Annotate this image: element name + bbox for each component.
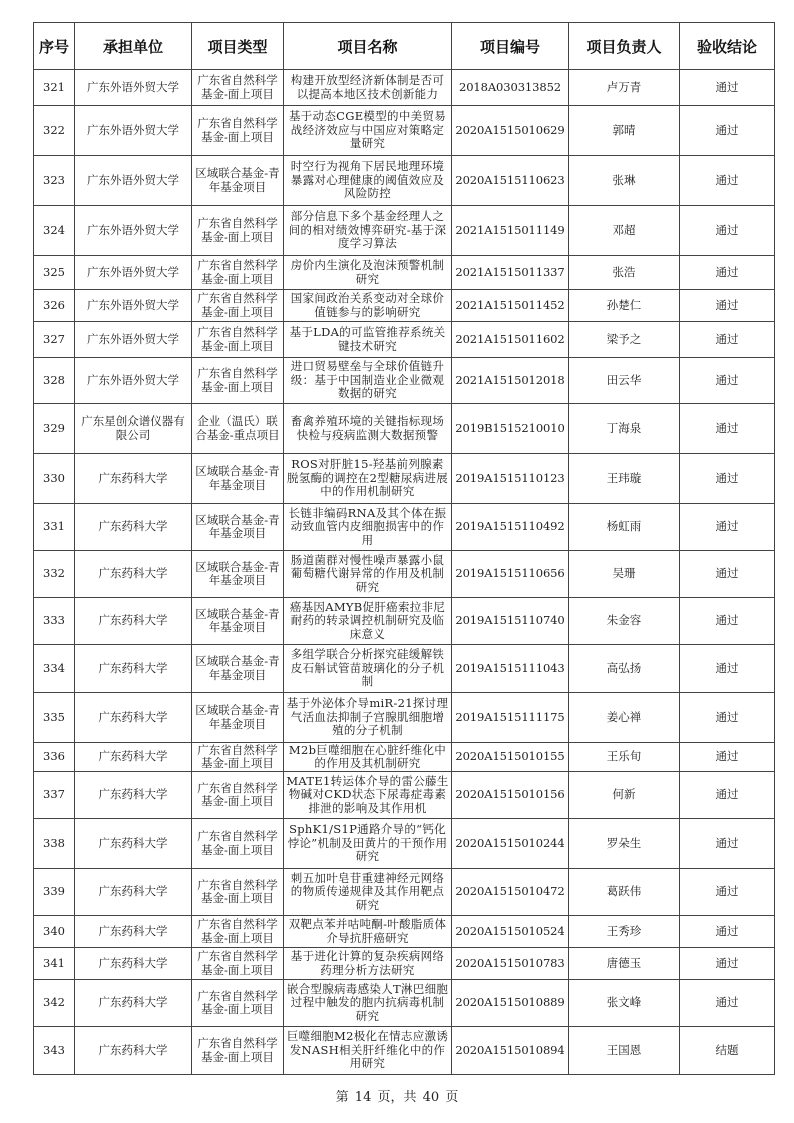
cell-name: 基于外泌体介导miR-21探讨理气活血法抑制子宫腺肌细胞增殖的分子机制 bbox=[284, 693, 452, 743]
cell-code: 2020A1515010155 bbox=[452, 743, 569, 772]
cell-result: 通过 bbox=[680, 504, 775, 551]
cell-result: 通过 bbox=[680, 645, 775, 693]
table-header-row bbox=[34, 23, 775, 70]
cell-unit: 广东星创众谱仪器有限公司 bbox=[75, 404, 192, 454]
cell-type: 区域联合基金-青年基金项目 bbox=[192, 454, 284, 504]
cell-name: 刺五加叶皂苷重建神经元网络的物质传递规律及其作用靶点研究 bbox=[284, 869, 452, 916]
table-row bbox=[34, 206, 775, 256]
cell-result: 通过 bbox=[680, 322, 775, 358]
table-row bbox=[34, 70, 775, 106]
cell-no: 337 bbox=[34, 772, 75, 819]
cell-name: SphK1/S1P通路介导的“钙化悖论”机制及田黄片的干预作用研究 bbox=[284, 819, 452, 869]
cell-name: 房价内生演化及泡沫预警机制研究 bbox=[284, 256, 452, 290]
cell-code: 2020A1515010629 bbox=[452, 106, 569, 156]
cell-unit: 广东外语外贸大学 bbox=[75, 156, 192, 206]
cell-no: 340 bbox=[34, 916, 75, 948]
cell-no: 327 bbox=[34, 322, 75, 358]
cell-leader: 何新 bbox=[569, 772, 680, 819]
table-row bbox=[34, 693, 775, 743]
cell-name: 基于LDA的可监管推荐系统关键技术研究 bbox=[284, 322, 452, 358]
cell-unit: 广东药科大学 bbox=[75, 504, 192, 551]
table-body bbox=[34, 70, 775, 1075]
cell-code: 2020A1515110623 bbox=[452, 156, 569, 206]
cell-name: 畜禽养殖环境的关键指标现场快检与疫病监测大数据预警 bbox=[284, 404, 452, 454]
cell-result: 通过 bbox=[680, 772, 775, 819]
cell-no: 333 bbox=[34, 598, 75, 645]
cell-code: 2019B1515210010 bbox=[452, 404, 569, 454]
cell-type: 区域联合基金-青年基金项目 bbox=[192, 156, 284, 206]
cell-leader: 张琳 bbox=[569, 156, 680, 206]
table-row bbox=[34, 504, 775, 551]
footer-page-number: 14 bbox=[354, 1090, 372, 1105]
cell-unit: 广东外语外贸大学 bbox=[75, 106, 192, 156]
cell-result: 通过 bbox=[680, 819, 775, 869]
cell-type: 广东省自然科学基金-面上项目 bbox=[192, 916, 284, 948]
cell-no: 326 bbox=[34, 290, 75, 322]
cell-no: 331 bbox=[34, 504, 75, 551]
cell-name: 基于动态CGE模型的中美贸易战经济效应与中国应对策略定量研究 bbox=[284, 106, 452, 156]
cell-code: 2018A030313852 bbox=[452, 70, 569, 106]
cell-code: 2019A1515111043 bbox=[452, 645, 569, 693]
cell-name: M2b巨噬细胞在心脏纤维化中的作用及其机制研究 bbox=[284, 743, 452, 772]
table-row bbox=[34, 256, 775, 290]
acceptance-results-table bbox=[33, 22, 775, 1075]
cell-unit: 广东药科大学 bbox=[75, 551, 192, 598]
cell-leader: 张文峰 bbox=[569, 980, 680, 1027]
cell-unit: 广东药科大学 bbox=[75, 645, 192, 693]
footer-total-pages: 40 bbox=[422, 1090, 440, 1105]
cell-type: 广东省自然科学基金-面上项目 bbox=[192, 206, 284, 256]
table-row bbox=[34, 819, 775, 869]
table-row bbox=[34, 454, 775, 504]
cell-code: 2019A1515110740 bbox=[452, 598, 569, 645]
cell-no: 323 bbox=[34, 156, 75, 206]
cell-name: 癌基因AMYB促肝癌索拉非尼耐药的转录调控机制研究及临床意义 bbox=[284, 598, 452, 645]
cell-code: 2021A1515012018 bbox=[452, 358, 569, 404]
cell-code: 2021A1515011149 bbox=[452, 206, 569, 256]
cell-type: 广东省自然科学基金-面上项目 bbox=[192, 819, 284, 869]
cell-type: 企业（温氏）联合基金-重点项目 bbox=[192, 404, 284, 454]
table-row bbox=[34, 598, 775, 645]
cell-type: 区域联合基金-青年基金项目 bbox=[192, 693, 284, 743]
cell-no: 321 bbox=[34, 70, 75, 106]
cell-unit: 广东药科大学 bbox=[75, 693, 192, 743]
table-row bbox=[34, 645, 775, 693]
table-row bbox=[34, 869, 775, 916]
cell-no: 342 bbox=[34, 980, 75, 1027]
cell-type: 广东省自然科学基金-面上项目 bbox=[192, 772, 284, 819]
cell-leader: 王国恩 bbox=[569, 1027, 680, 1075]
cell-code: 2019A1515110656 bbox=[452, 551, 569, 598]
cell-result: 通过 bbox=[680, 256, 775, 290]
cell-no: 325 bbox=[34, 256, 75, 290]
cell-result: 通过 bbox=[680, 551, 775, 598]
cell-unit: 广东外语外贸大学 bbox=[75, 70, 192, 106]
footer-suffix: 页 bbox=[445, 1090, 459, 1105]
cell-leader: 葛跃伟 bbox=[569, 869, 680, 916]
cell-unit: 广东药科大学 bbox=[75, 980, 192, 1027]
table-row bbox=[34, 743, 775, 772]
cell-unit: 广东药科大学 bbox=[75, 916, 192, 948]
cell-leader: 吴珊 bbox=[569, 551, 680, 598]
cell-type: 广东省自然科学基金-面上项目 bbox=[192, 322, 284, 358]
table-row bbox=[34, 948, 775, 980]
cell-code: 2020A1515010889 bbox=[452, 980, 569, 1027]
cell-type: 广东省自然科学基金-面上项目 bbox=[192, 70, 284, 106]
header-leader: 项目负责人 bbox=[569, 23, 680, 70]
cell-result: 通过 bbox=[680, 916, 775, 948]
cell-name: 巨噬细胞M2极化在情志应激诱发NASH相关肝纤维化中的作用研究 bbox=[284, 1027, 452, 1075]
cell-no: 332 bbox=[34, 551, 75, 598]
cell-code: 2021A1515011452 bbox=[452, 290, 569, 322]
header-code: 项目编号 bbox=[452, 23, 569, 70]
cell-result: 通过 bbox=[680, 743, 775, 772]
table-row bbox=[34, 916, 775, 948]
cell-unit: 广东外语外贸大学 bbox=[75, 358, 192, 404]
cell-leader: 唐德玉 bbox=[569, 948, 680, 980]
cell-type: 广东省自然科学基金-面上项目 bbox=[192, 869, 284, 916]
cell-result: 通过 bbox=[680, 106, 775, 156]
cell-type: 区域联合基金-青年基金项目 bbox=[192, 551, 284, 598]
cell-result: 通过 bbox=[680, 948, 775, 980]
cell-leader: 郭晴 bbox=[569, 106, 680, 156]
cell-leader: 罗朵生 bbox=[569, 819, 680, 869]
cell-no: 330 bbox=[34, 454, 75, 504]
cell-unit: 广东药科大学 bbox=[75, 772, 192, 819]
header-name: 项目名称 bbox=[284, 23, 452, 70]
cell-no: 324 bbox=[34, 206, 75, 256]
table-row bbox=[34, 106, 775, 156]
cell-code: 2021A1515011602 bbox=[452, 322, 569, 358]
cell-unit: 广东药科大学 bbox=[75, 869, 192, 916]
table-row bbox=[34, 1027, 775, 1075]
cell-result: 通过 bbox=[680, 156, 775, 206]
cell-unit: 广东药科大学 bbox=[75, 598, 192, 645]
table-row bbox=[34, 404, 775, 454]
cell-type: 广东省自然科学基金-面上项目 bbox=[192, 948, 284, 980]
table-row bbox=[34, 156, 775, 206]
table-row bbox=[34, 980, 775, 1027]
cell-leader: 丁海泉 bbox=[569, 404, 680, 454]
cell-code: 2020A1515010156 bbox=[452, 772, 569, 819]
cell-name: 基于进化计算的复杂疾病网络药理分析方法研究 bbox=[284, 948, 452, 980]
cell-unit: 广东药科大学 bbox=[75, 819, 192, 869]
cell-unit: 广东药科大学 bbox=[75, 948, 192, 980]
cell-name: 肠道菌群对慢性噪声暴露小鼠葡萄糖代谢异常的作用及机制研究 bbox=[284, 551, 452, 598]
cell-unit: 广东药科大学 bbox=[75, 743, 192, 772]
cell-no: 339 bbox=[34, 869, 75, 916]
cell-leader: 田云华 bbox=[569, 358, 680, 404]
cell-result: 通过 bbox=[680, 869, 775, 916]
header-result: 验收结论 bbox=[680, 23, 775, 70]
cell-type: 区域联合基金-青年基金项目 bbox=[192, 504, 284, 551]
cell-leader: 卢万青 bbox=[569, 70, 680, 106]
cell-code: 2020A1515010244 bbox=[452, 819, 569, 869]
cell-result: 通过 bbox=[680, 358, 775, 404]
cell-result: 通过 bbox=[680, 980, 775, 1027]
cell-unit: 广东药科大学 bbox=[75, 454, 192, 504]
cell-name: 多组学联合分析探究硅缓解铁皮石斛试管苗玻璃化的分子机制 bbox=[284, 645, 452, 693]
cell-no: 336 bbox=[34, 743, 75, 772]
cell-type: 区域联合基金-青年基金项目 bbox=[192, 645, 284, 693]
cell-no: 322 bbox=[34, 106, 75, 156]
cell-type: 广东省自然科学基金-面上项目 bbox=[192, 290, 284, 322]
cell-result: 通过 bbox=[680, 454, 775, 504]
cell-no: 334 bbox=[34, 645, 75, 693]
cell-code: 2020A1515010524 bbox=[452, 916, 569, 948]
page-footer bbox=[0, 1086, 794, 1105]
cell-name: 嵌合型腺病毒感染人T淋巴细胞过程中触发的胞内抗病毒机制研究 bbox=[284, 980, 452, 1027]
cell-unit: 广东外语外贸大学 bbox=[75, 256, 192, 290]
table-row bbox=[34, 551, 775, 598]
cell-type: 区域联合基金-青年基金项目 bbox=[192, 598, 284, 645]
cell-leader: 孙楚仁 bbox=[569, 290, 680, 322]
cell-unit: 广东外语外贸大学 bbox=[75, 290, 192, 322]
cell-type: 广东省自然科学基金-面上项目 bbox=[192, 256, 284, 290]
table-row bbox=[34, 322, 775, 358]
cell-result: 通过 bbox=[680, 206, 775, 256]
cell-result: 通过 bbox=[680, 693, 775, 743]
cell-type: 广东省自然科学基金-面上项目 bbox=[192, 743, 284, 772]
cell-code: 2021A1515011337 bbox=[452, 256, 569, 290]
table-row bbox=[34, 358, 775, 404]
cell-code: 2019A1515110492 bbox=[452, 504, 569, 551]
cell-name: 进口贸易壁垒与全球价值链升级：基于中国制造业企业微观数据的研究 bbox=[284, 358, 452, 404]
header-unit: 承担单位 bbox=[75, 23, 192, 70]
cell-leader: 张浩 bbox=[569, 256, 680, 290]
table-row bbox=[34, 290, 775, 322]
cell-code: 2020A1515010894 bbox=[452, 1027, 569, 1075]
cell-leader: 朱金容 bbox=[569, 598, 680, 645]
cell-type: 广东省自然科学基金-面上项目 bbox=[192, 358, 284, 404]
footer-middle: 页，共 bbox=[377, 1090, 417, 1105]
cell-result: 通过 bbox=[680, 70, 775, 106]
cell-result: 结题 bbox=[680, 1027, 775, 1075]
cell-leader: 邓超 bbox=[569, 206, 680, 256]
cell-name: 部分信息下多个基金经理人之间的相对绩效博弈研究-基于深度学习算法 bbox=[284, 206, 452, 256]
cell-type: 广东省自然科学基金-面上项目 bbox=[192, 980, 284, 1027]
cell-leader: 梁予之 bbox=[569, 322, 680, 358]
table-row bbox=[34, 772, 775, 819]
cell-name: 双靶点苯并咕吨酮-叶酸脂质体介导抗肝癌研究 bbox=[284, 916, 452, 948]
cell-unit: 广东外语外贸大学 bbox=[75, 206, 192, 256]
cell-name: 国家间政治关系变动对全球价值链参与的影响研究 bbox=[284, 290, 452, 322]
cell-type: 广东省自然科学基金-面上项目 bbox=[192, 106, 284, 156]
cell-name: ROS对肝脏15-羟基前列腺素脱氢酶的调控在2型糖尿病进展中的作用机制研究 bbox=[284, 454, 452, 504]
cell-leader: 王乐旬 bbox=[569, 743, 680, 772]
cell-code: 2020A1515010472 bbox=[452, 869, 569, 916]
footer-prefix: 第 bbox=[335, 1090, 349, 1105]
cell-name: 长链非编码RNA及其个体在振动致血管内皮细胞损害中的作用 bbox=[284, 504, 452, 551]
cell-no: 338 bbox=[34, 819, 75, 869]
cell-no: 343 bbox=[34, 1027, 75, 1075]
cell-unit: 广东药科大学 bbox=[75, 1027, 192, 1075]
cell-name: MATE1转运体介导的雷公藤生物碱对CKD状态下尿毒症毒素排泄的影响及其作用机 bbox=[284, 772, 452, 819]
cell-name: 时空行为视角下居民地理环境暴露对心理健康的阈值效应及风险防控 bbox=[284, 156, 452, 206]
header-type: 项目类型 bbox=[192, 23, 284, 70]
cell-result: 通过 bbox=[680, 290, 775, 322]
cell-leader: 杨虹雨 bbox=[569, 504, 680, 551]
cell-name: 构建开放型经济新体制是否可以提高本地区技术创新能力 bbox=[284, 70, 452, 106]
cell-leader: 王玮璇 bbox=[569, 454, 680, 504]
cell-no: 341 bbox=[34, 948, 75, 980]
cell-result: 通过 bbox=[680, 598, 775, 645]
cell-leader: 姜心禅 bbox=[569, 693, 680, 743]
cell-no: 335 bbox=[34, 693, 75, 743]
cell-result: 通过 bbox=[680, 404, 775, 454]
cell-no: 329 bbox=[34, 404, 75, 454]
cell-leader: 高弘扬 bbox=[569, 645, 680, 693]
header-no: 序号 bbox=[34, 23, 75, 70]
cell-type: 广东省自然科学基金-面上项目 bbox=[192, 1027, 284, 1075]
cell-code: 2019A1515110123 bbox=[452, 454, 569, 504]
cell-code: 2020A1515010783 bbox=[452, 948, 569, 980]
cell-no: 328 bbox=[34, 358, 75, 404]
cell-leader: 王秀珍 bbox=[569, 916, 680, 948]
cell-unit: 广东外语外贸大学 bbox=[75, 322, 192, 358]
cell-code: 2019A1515111175 bbox=[452, 693, 569, 743]
